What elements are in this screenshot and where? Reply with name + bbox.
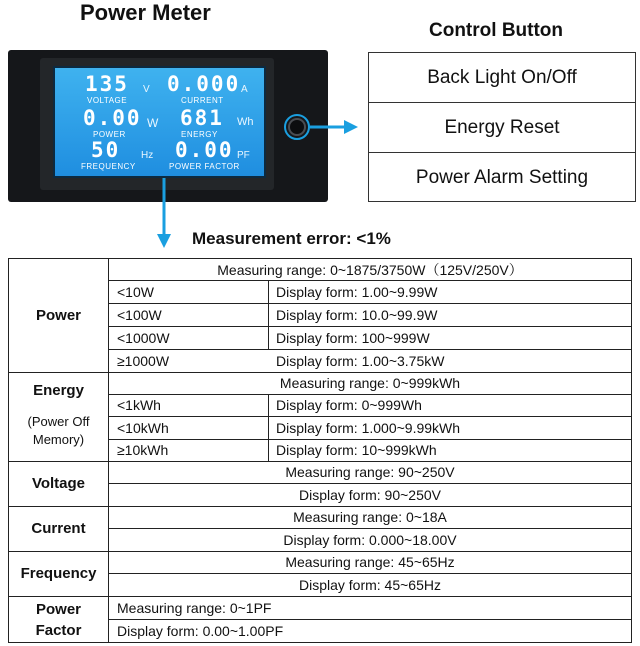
lcd-voltage-value: 135 [85,72,129,96]
section-power: Power [35,307,81,324]
power-range: Measuring range: 0~1875/3750W（125V/250V） [217,261,523,278]
lcd-frequency-label: FREQUENCY [81,162,136,171]
frequency-range: Measuring range: 45~65Hz [285,554,455,570]
control-item-power-alarm: Power Alarm Setting [415,167,589,188]
control-item-backlight: Back Light On/Off [369,53,635,103]
energy-range: Measuring range: 0~999kWh [279,375,461,391]
lcd-frequency-value: 50 [91,138,121,162]
energy-note-line2: Memory) [32,431,85,447]
energy-display: Display form: 10~999kWh [276,442,437,458]
lcd-energy-unit: Wh [237,116,254,128]
col-divider [268,280,269,349]
control-title: Control Button [429,20,564,41]
energy-display: Display form: 1.000~9.99kWh [276,419,461,436]
lcd-current-label: CURRENT [181,96,224,105]
section-current: Current [31,520,86,537]
lcd-voltage-unit: V [143,84,150,95]
lcd-pf-unit: PF [237,150,250,161]
spec-table [8,258,632,643]
power-display: Display form: 1.00~9.99W [276,283,438,300]
control-item-energy-reset: Energy Reset [369,103,635,153]
energy-condition: ≥10kWh [117,442,169,458]
power-factor-display: Display form: 0.00~1.00PF [117,622,284,639]
lcd-current-value: 0.000 [167,72,241,96]
energy-condition: <10kWh [117,419,169,436]
power-condition: <100W [117,306,162,323]
lcd-current-unit: A [241,84,248,95]
section-frequency: Frequency [20,565,97,582]
lcd-power-unit: W [147,116,159,130]
power-condition: <1000W [117,329,170,346]
page-title: Power Meter [80,0,211,25]
energy-condition: <1kWh [117,397,161,413]
lcd-energy-label: ENERGY [181,130,218,139]
lcd-energy-value: 681 [180,106,224,130]
energy-display: Display form: 0~999Wh [276,397,422,413]
section-power-factor-line1: Power [35,600,81,618]
section-energy: Energy [33,381,84,399]
lcd-power-value: 0.00 [83,106,142,130]
power-condition: <10W [117,283,154,300]
right-arrow-head [344,120,358,134]
voltage-range: Measuring range: 90~250V [285,464,455,480]
current-display: Display form: 0.000~18.00V [283,531,457,548]
section-power-factor-line2: Factor [35,621,82,639]
lcd-frequency-unit: Hz [141,150,154,161]
lcd-pf-value: 0.00 [175,138,234,162]
power-condition: ≥1000W [117,352,170,369]
measurement-error-title: Measurement error: <1% [192,229,391,248]
col-divider [268,394,269,461]
frequency-display: Display form: 45~65Hz [298,576,441,593]
control-list [368,52,636,202]
voltage-display: Display form: 90~250V [298,486,442,503]
lcd-voltage-label: VOLTAGE [87,96,128,105]
power-display: Display form: 100~999W [276,329,430,346]
down-arrow-head [157,234,171,248]
power-factor-range: Measuring range: 0~1PF [117,599,272,616]
power-display: Display form: 1.00~3.75kW [276,352,445,369]
current-range: Measuring range: 0~18A [293,509,447,525]
power-display: Display form: 10.0~99.9W [276,306,438,323]
lcd-pf-label: POWER FACTOR [169,162,240,171]
lcd-power-label: POWER [93,130,126,139]
energy-note-line1: (Power Off [27,413,90,429]
section-voltage: Voltage [31,475,86,492]
